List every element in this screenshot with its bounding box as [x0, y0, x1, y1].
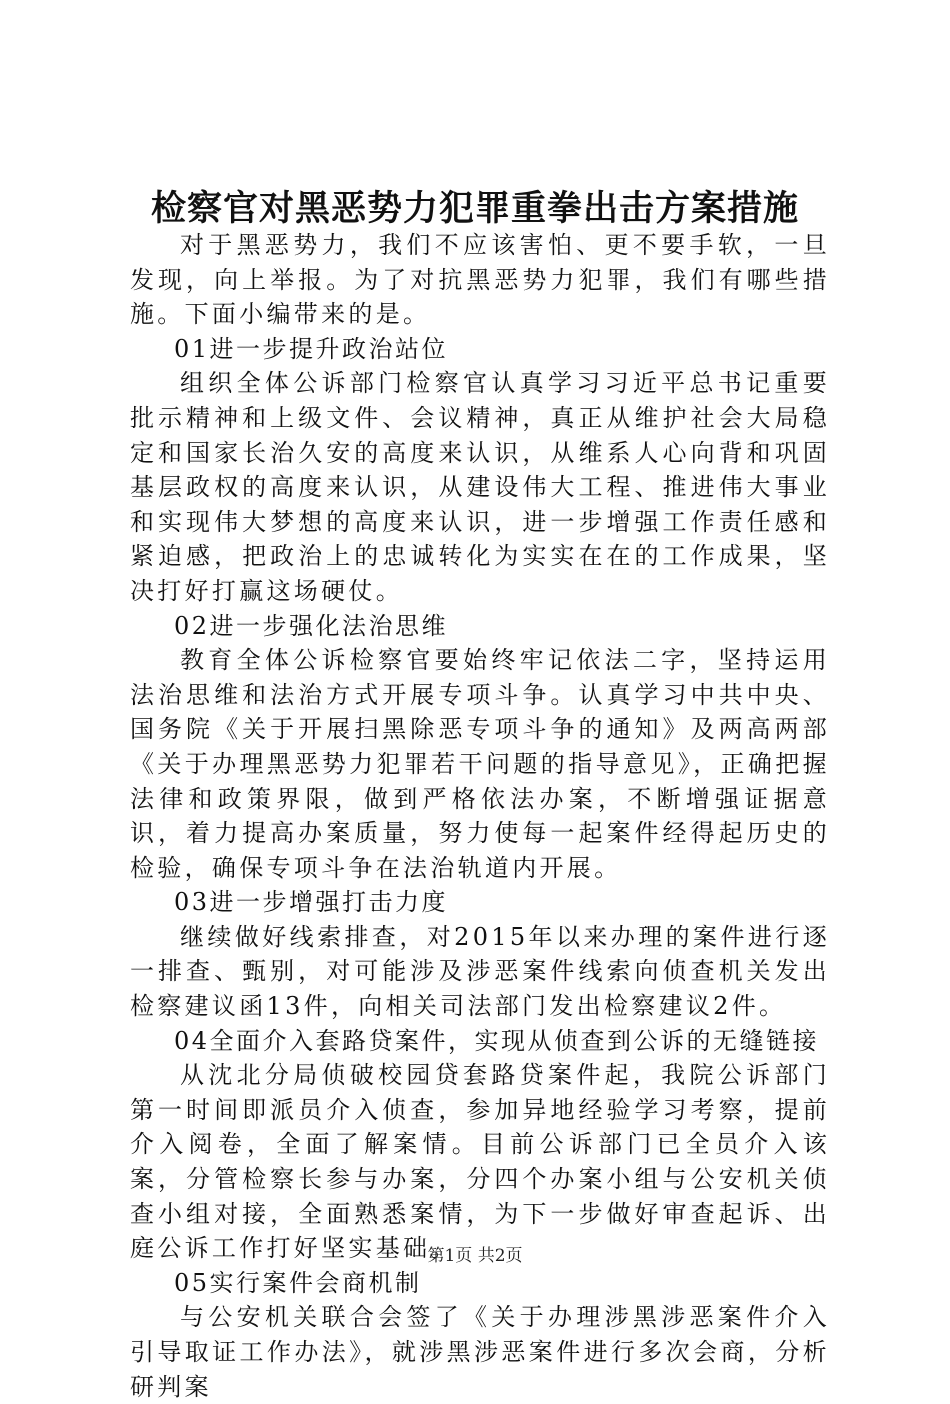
intro-paragraph: 对于黑恶势力，我们不应该害怕、更不要手软，一旦发现，向上举报。为了对抗黑恶势力犯罪，我们有哪些措施。下面小编带来的是。: [130, 231, 830, 329]
document-title: 检察官对黑恶势力犯罪重拳出击方案措施: [150, 188, 799, 229]
page-footer: 第1页 共2页: [427, 1246, 523, 1266]
section-paragraph-05: 与公安机关联合会签了《关于办理涉黑涉恶案件介入引导取证工作办法》，就涉黑涉恶案件进行多次会商，分析研判案: [130, 1303, 830, 1401]
section-heading-05: 05实行案件会商机制: [174, 1268, 422, 1297]
section-heading-03: 03进一步增强打击力度: [174, 888, 449, 917]
section-heading-01: 01进一步提升政治站位: [174, 334, 449, 363]
section-paragraph-02: 教育全体公诉检察官要始终牢记依法二字，坚持运用法治思维和法治方式开展专项斗争。认真学习中共中央、国务院《关于开展扫黑除恶专项斗争的通知》及两高两部《关于办理黑恶势力犯罪若干问题的指导意见》，正确把握法律和政策界限，做到严格依法办案，不断增强证据意识，着力提高办案质量，努力使每一起案件经得起历史的检验，确保专项斗争在法治轨道内开展。: [130, 646, 830, 882]
section-paragraph-03: 继续做好线索排查，对2015年以来办理的案件进行逐一排查、甄别，对可能涉及涉恶案件线索向侦查机关发出检察建议函13件，向相关司法部门发出检察建议2件。: [130, 922, 830, 1021]
section-heading-04: 04全面介入套路贷案件，实现从侦查到公诉的无缝链接: [174, 1026, 820, 1055]
section-paragraph-04: 从沈北分局侦破校园贷套路贷案件起，我院公诉部门第一时间即派员介入侦查，参加异地经验学习考察，提前介入阅卷，全面了解案情。目前公诉部门已全员介入该案，分管检察长参与办案，分四个办案小组与公安机关侦查小组对接，全面熟悉案情，为下一步做好审查起诉、出庭公诉工作打好坚实基础。: [130, 1061, 830, 1263]
section-heading-02: 02进一步强化法治思维: [174, 611, 449, 640]
section-paragraph-01: 组织全体公诉部门检察官认真学习习近平总书记重要批示精神和上级文件、会议精神，真正从维护社会大局稳定和国家长治久安的高度来认识，从维系人心向背和巩固基层政权的高度来认识，从建设伟大工程、推进伟大事业和实现伟大梦想的高度来认识，进一步增强工作责任感和紧迫感，把政治上的忠诚转化为实实在在的工作成果，坚决打好打赢这场硬仗。: [130, 369, 830, 605]
document-body: [130, 228, 830, 1404]
